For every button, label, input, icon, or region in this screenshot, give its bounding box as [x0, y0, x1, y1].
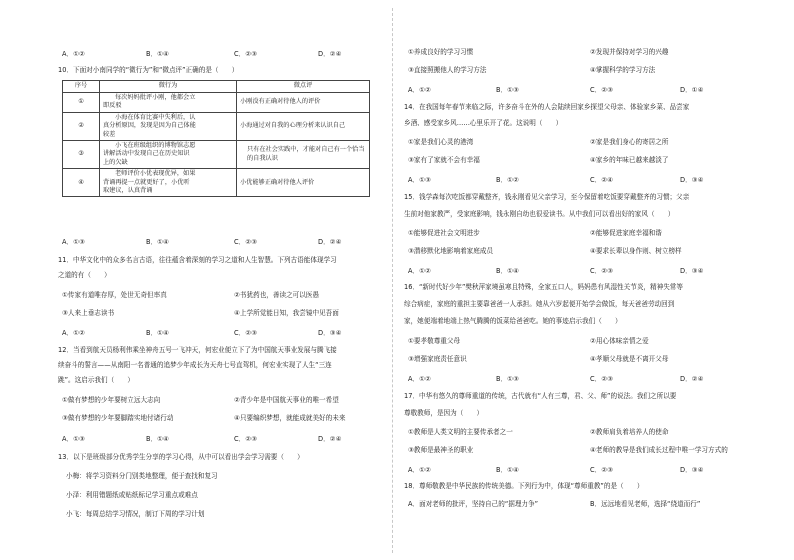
table-header-row: [63, 81, 370, 93]
option-b: B．①④: [496, 267, 519, 275]
option-c: C．②④: [590, 176, 614, 184]
row-number: ④: [63, 169, 100, 197]
q11-item: ①传家有道唯存厚，处世无奇但率真: [62, 291, 167, 299]
q12-stem-line: 续奋斗的誓言——从南阳一名普通的追梦少年成长为天舟七号直驾机，何宏业实现了人生“三连: [58, 361, 332, 369]
header-cell: 微点评: [237, 81, 370, 93]
q12-stem-line: 跳”。这启示我们（ ）: [58, 376, 134, 384]
q12-stem-line: 12．当看到航天员杨利伟乘坐神舟五号一飞冲天，何宏业便立下了为中国航天事业发展与腾飞接: [58, 346, 337, 354]
act-line: 上的欠缺: [103, 158, 128, 166]
option-d: D．③④: [318, 329, 342, 337]
q16-stem-line: 综合病症，家庭的重担主要靠爸爸一人承担。她从六岁起便开始学会做饭，每天爸爸劳动回到: [404, 300, 675, 308]
q12-item: ④只要编织梦想，就能成就美好的未来: [234, 414, 346, 422]
option-a: A．①③: [62, 238, 85, 246]
option-c: C．②③: [590, 267, 614, 275]
q14-stem-line: 乡酒、感受家乡风……心里乐开了花。这说明（ ）: [404, 119, 563, 127]
act-line: 背诵再提一点就更好了，小优听: [103, 178, 190, 186]
row-act: [100, 112, 237, 140]
option-b: B．①④: [146, 435, 169, 443]
q10-table: [62, 80, 370, 197]
q11-stem-line: 11．中华文化中的众多名言古语，往往蕴含着深刻的学习之道和人生智慧。下列古语能体现学习: [58, 256, 337, 264]
q17-stem-line: 尊敬教师，是因为（ ）: [404, 409, 484, 417]
option-d: D．②④: [680, 375, 704, 383]
q14-item: ②家是我们身心的寄居之所: [590, 138, 669, 146]
option-d: D．②④: [318, 238, 342, 246]
q16-item: ①要孝敬尊重父母: [408, 337, 461, 345]
option-d: D．①④: [680, 86, 704, 94]
table-row: [63, 169, 370, 197]
act-line: 讲解活动中发现自己在历史知识: [103, 150, 190, 158]
option-a: A．①②: [408, 86, 431, 94]
header-cell: 序号: [63, 81, 100, 93]
q11-item: ④上学所觉能日知，我尝镜中见吾面: [234, 309, 339, 317]
option-a: A．①②: [62, 50, 85, 58]
option-a: A．①②: [408, 466, 431, 474]
q12-item: ③做有梦想的少年要脚踏实地付诸行动: [62, 414, 174, 422]
page-fold-line: [392, 8, 394, 553]
table-row: [63, 112, 370, 140]
header-cell: 微行为: [100, 81, 237, 93]
option-d: D．②④: [318, 50, 342, 58]
option-d: D．③④: [680, 176, 704, 184]
q11-item: ③人来上垂志读书: [62, 309, 115, 317]
q17-item: ④老师的教导是我们成长过程中唯一学习方式的: [590, 446, 728, 454]
q13-choice: ②发现并保持对学习的兴趣: [590, 48, 669, 56]
act-line: 老师评价小优表现优异，如果: [115, 170, 196, 178]
act-line: 每次妈妈批评小刚，他都会立: [115, 94, 196, 101]
row-comment: 小优能够正确对待他人评价: [237, 169, 370, 197]
q17-item: ②教师肩负着培养人的使命: [590, 428, 669, 436]
option-a: A．①②: [62, 329, 85, 337]
q13-item: 小泽：利用错题纸或贴纸标记学习重点或难点: [66, 491, 198, 499]
q15-item: ④要求长辈以身作则、树立榜样: [590, 247, 682, 255]
q17-stem-line: 17．中华有悠久的尊师重道的传统，古代就有“人有三尊，君、父、师”的说法。我们之所以要: [404, 392, 677, 400]
q15-item: ③潜移默化地影响着家庭成员: [408, 247, 494, 255]
option-c: C．②③: [590, 466, 614, 474]
row-act: [100, 93, 237, 113]
option-d: D．③④: [680, 267, 704, 275]
option-c: C．②③: [234, 50, 258, 58]
row-act: [100, 169, 237, 197]
q16-stem-line: 16．“新时代好少年”樊秋萍家境虽寒且特殊，全家五口人，妈妈患有风湿性关节炎，精神失常等: [404, 283, 683, 291]
q11-item: ②书犹药也，善读之可以医愚: [234, 291, 320, 299]
act-line: 真分析原因，发现是因为自己体能: [103, 122, 196, 130]
q17-item: ①教师是人类文明的主要传承者之一: [408, 428, 513, 436]
q13-item: 小飞：每周总结学习情况，制订下周的学习计划: [66, 510, 205, 518]
row-comment: 小海通过对自我的心理分析来认识自己: [237, 112, 370, 140]
act-line: 取建议，认真背诵: [103, 187, 153, 195]
act-line: 小飞在班级组织的博物馆志愿: [115, 142, 196, 150]
option-d: D．③④: [680, 466, 704, 474]
option-b: B．①④: [496, 466, 519, 474]
option-d: D．②④: [318, 435, 342, 443]
q16-item: ③增强家庭责任意识: [408, 355, 467, 363]
act-line: 即反驳: [103, 102, 122, 110]
option-a: A．①②: [408, 375, 431, 383]
act-line: 较差: [103, 130, 116, 138]
option-b: B．①③: [496, 375, 519, 383]
option-b: B．①④: [146, 238, 169, 246]
row-act: [100, 141, 237, 169]
q13-choice: ④掌握科学的学习方法: [590, 66, 656, 74]
q14-item: ④家乡的年味已越来越淡了: [590, 156, 669, 164]
q12-item: ②青少年是中国航天事业的唯一希望: [234, 396, 339, 404]
q13-item: 小梅：将学习资料分门别类地整理，便于查找和复习: [66, 472, 218, 480]
option-c: C．②③: [590, 86, 614, 94]
row-number: ③: [63, 141, 100, 169]
q16-stem-line: 家，她便端着地端上热气腾腾的饭菜给爸爸吃。她的事迹启示我们（ ）: [404, 317, 622, 325]
q14-stem-line: 14．在我国每年春节来临之际，许多奋斗在外的人会陆续回家乡探望父母亲、体验家乡菜、品尝家: [404, 103, 690, 111]
q13-choice: ③直接照搬他人的学习方法: [408, 66, 487, 74]
table-row: [63, 141, 370, 169]
q16-item: ④孝顺父母就是不离开父母: [590, 355, 669, 363]
option-c: C．②③: [590, 375, 614, 383]
act-line: 小海在体育比赛中失利后，认: [115, 113, 196, 121]
q13-stem: 13．以下是班级部分优秀学生分享的学习心得，从中可以看出学会学习需要（ ）: [58, 453, 304, 461]
option-b: B．①②: [496, 176, 519, 184]
q18-option-b: B．远远地看见老师，选择“绕道而行”: [590, 500, 701, 508]
row-number: ②: [63, 112, 100, 140]
q15-item: ①能够促进社会文明进步: [408, 229, 480, 237]
q15-item: ②能够促进家庭幸福和谐: [590, 229, 662, 237]
option-b: B．①④: [146, 329, 169, 337]
q10-stem: 10．下面对小南同学的“微行为”和“微点评”正确的是（ ）: [58, 66, 239, 74]
q13-choice: ①养成良好的学习习惯: [408, 48, 474, 56]
row-comment: 小刚没有正确对待他人的评价: [237, 93, 370, 113]
q12-item: ①做有梦想的少年要树立远大志向: [62, 396, 161, 404]
option-c: C．②③: [234, 329, 258, 337]
q14-item: ③家有了家就不会有幸福: [408, 156, 480, 164]
option-b: B．①④: [146, 50, 169, 58]
q18-stem: 18．尊师敬教是中华民族的传统美德。下列行为中，体现“尊师重教”的是（ ）: [404, 482, 644, 490]
q18-option-a: A．面对老师的批评，坚持自己的“据理力争”: [408, 500, 539, 508]
option-c: C．②③: [234, 238, 258, 246]
option-c: C．②③: [234, 435, 258, 443]
table-row: [63, 93, 370, 113]
q15-stem-line: 15．钱学森每次吃饭都穿戴整齐，钱永刚看见父亲学习，至今保留着吃饭要穿戴整齐的习惯；父亲: [404, 193, 690, 201]
q15-stem-line: 生前对他家教严，受家庭影响，钱永刚自幼也很爱读书。从中我们可以看出好的家风（ ）: [404, 210, 675, 218]
q16-item: ②用心体味亲情之爱: [590, 337, 649, 345]
option-a: A．①③: [62, 435, 85, 443]
q17-item: ③教师是最神圣的职业: [408, 446, 474, 454]
option-a: A．①③: [408, 176, 431, 184]
q11-stem-line: 之道的有（ ）: [58, 271, 111, 279]
option-b: B．①③: [496, 86, 519, 94]
row-comment: 只有在社会实践中，才能对自己有一个恰当的自我认识: [237, 141, 370, 169]
row-number: ①: [63, 93, 100, 113]
q14-item: ①家是我们心灵的港湾: [408, 138, 474, 146]
option-a: A．①②: [408, 267, 431, 275]
